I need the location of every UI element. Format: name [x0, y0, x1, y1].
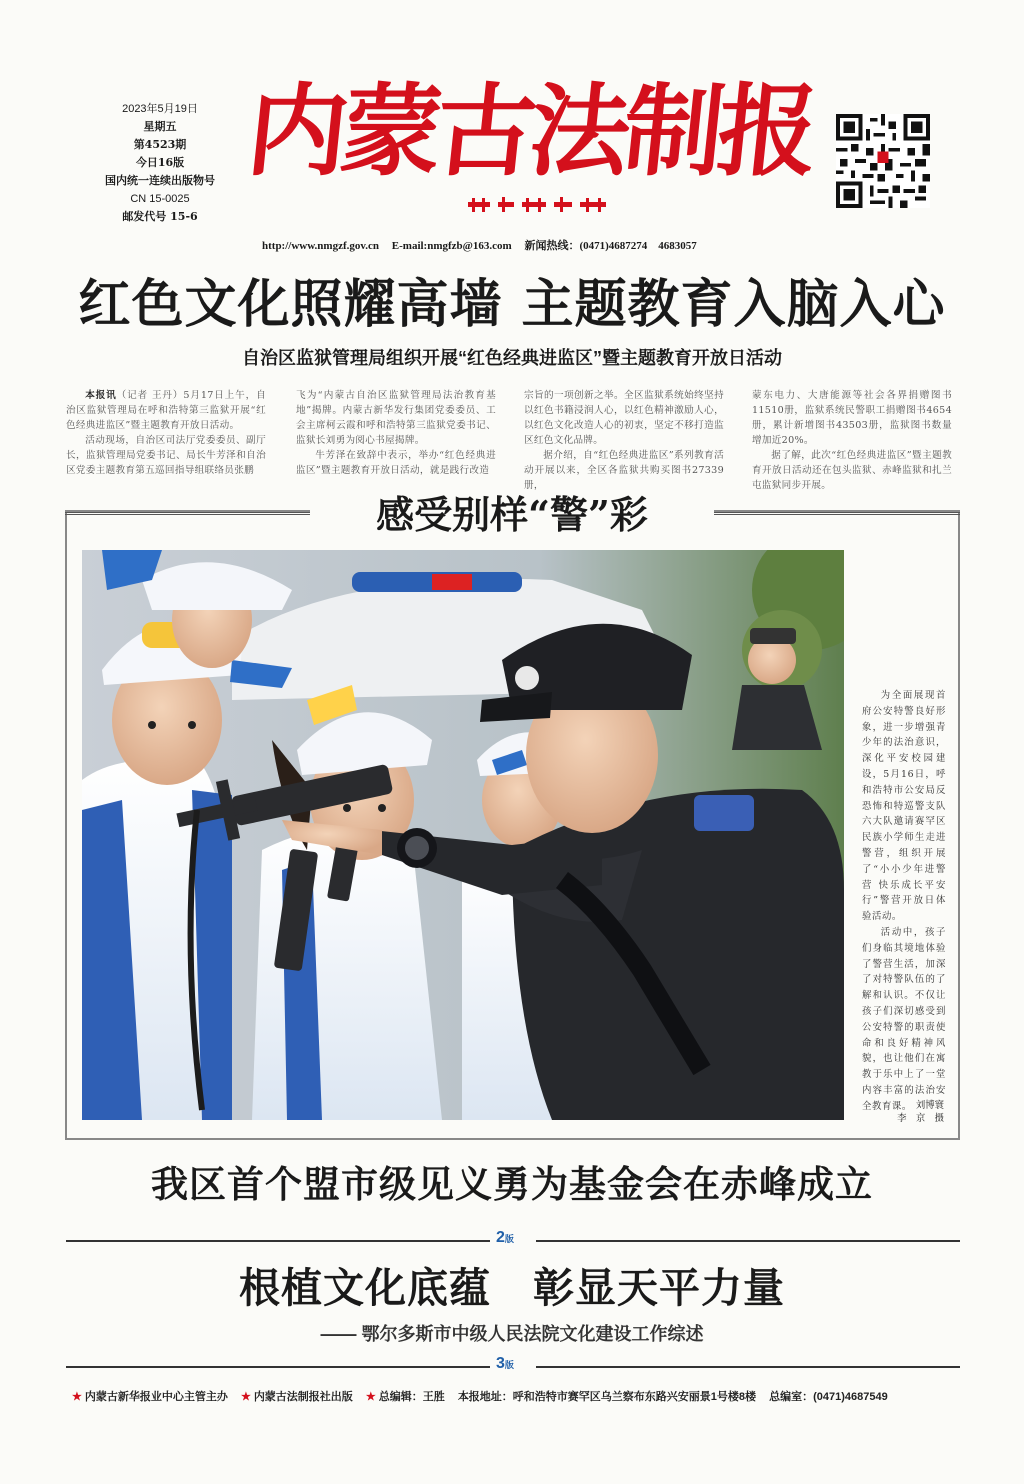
footer-phone: 总编室：(0471)4687549 — [769, 1391, 888, 1403]
footer-publisher: 内蒙古法制报社出版 — [253, 1391, 353, 1403]
mongolian-script-logo — [468, 196, 608, 214]
page-reference-2[interactable] — [496, 1229, 514, 1247]
page-unit: 版 — [504, 1234, 514, 1244]
contact-bar — [262, 237, 982, 255]
page-reference-3[interactable] — [496, 1355, 514, 1373]
issue-weekday: 星期五 — [143, 120, 177, 133]
star-icon: ★ — [240, 1391, 251, 1403]
article-paragraph: 据了解，此次“红色经典进监区”暨主题教育开放日活动还在包头监狱、赤峰监狱和扎兰屯监狱同步开展。 — [752, 450, 952, 491]
star-icon: ★ — [365, 1391, 376, 1403]
postal-code: 邮发代号 15-6 — [122, 210, 198, 223]
article-paragraph: 飞为“内蒙古自治区监狱管理局法治教育基地”揭牌。内蒙古新华发行集团党委委员、工会主席柯云霞和呼和浩特第三监狱党委书记、监狱长刘勇为阅心书屋揭牌。 — [296, 390, 496, 446]
separator-rule — [536, 1366, 960, 1368]
footer-sponsor: 内蒙古新华报业中心主管主办 — [84, 1391, 228, 1403]
footer-editor: 总编辑：王胜 — [378, 1391, 445, 1403]
page-number: 3 — [496, 1355, 505, 1372]
issue-number: 第4523期 — [133, 138, 187, 151]
page-count: 今日16版 — [135, 156, 185, 169]
news-hotline: 新闻热线：(0471)4687274 4683057 — [524, 240, 697, 252]
article-paragraph: 据介绍，自“红色经典进监区”系列教育活动开展以来，全区各监狱共购买图书27339册， — [524, 450, 724, 491]
website-link[interactable]: http://www.nmgzf.gov.cn — [262, 240, 380, 252]
article-paragraph: 蒙东电力、大唐能源等社会各界捐赠图书11510册，监狱系统民警职工捐赠图书4654册，累计新增图书43503册，监狱图书数量增加近20%。 — [752, 390, 952, 446]
teaser-subheadline-2: —— 鄂尔多斯市中级人民法院文化建设工作综述 — [320, 1324, 704, 1344]
article-column-2 — [296, 388, 496, 478]
main-photo-police-with-students — [82, 550, 844, 1120]
lead-headline: 红色文化照耀高墙 主题教育入脑入心 — [78, 274, 946, 335]
caption-paragraph: 为全面展现首府公安特警良好形象，进一步增强青少年的法治意识，深化平安校园建设，5月16日，呼和浩特市公安局反恐怖和特巡警支队六大队邀请赛罕区民族小学师生走进警营，组织开展了“小小少年进警营 快乐成长平安行”警营开放日体验活动。 — [862, 690, 946, 923]
separator-rule — [66, 1366, 490, 1368]
footer-bar — [72, 1388, 967, 1404]
article-paragraph: 牛芳泽在致辞中表示，举办“红色经典进监区”暨主题教育开放日活动，就是践行改造 — [296, 450, 496, 476]
star-icon: ★ — [72, 1391, 82, 1403]
lead-subheadline: 自治区监狱管理局组织开展“红色经典进监区”暨主题教育开放日活动 — [242, 348, 782, 368]
article-column-1 — [66, 388, 266, 478]
masthead-info-block — [80, 100, 240, 226]
title-rule-right — [714, 512, 960, 515]
newspaper-title-logo: 内蒙古法制报 — [241, 72, 819, 190]
article-column-4 — [752, 388, 952, 493]
photo-feature-title: 感受别样“警”彩 — [376, 492, 648, 537]
teaser-headline-2[interactable]: 根植文化底蕴 彰显天平力量 — [239, 1264, 785, 1312]
caption-paragraph: 活动中，孩子们身临其境地体验了警营生活，加深了对特警队伍的了解和认识。不仅让孩子们深切感受到公安特警的职责使命和良好精神风貌，也让他们在寓教于乐中上了一堂内容丰富的法治安全教育课。 — [862, 926, 946, 1112]
qr-code[interactable] — [836, 114, 930, 208]
email-link[interactable]: E-mail:nmgfzb@163.com — [391, 240, 512, 252]
photo-credit-photographer: 李 京 摄 — [897, 1113, 944, 1124]
photo-caption — [862, 688, 946, 1115]
cn-number: CN 15-0025 — [130, 193, 190, 205]
page-unit: 版 — [504, 1360, 514, 1370]
teaser-headline-1[interactable]: 我区首个盟市级见义勇为基金会在赤峰成立 — [151, 1162, 873, 1206]
article-paragraph: 宗旨的一项创新之举。全区监狱系统始终坚持以红色书籍浸润人心，以红色精神激励人心，以红色文化改造人心的初衷，坚定不移打造监区红色文化品牌。 — [524, 390, 724, 446]
separator-rule — [536, 1240, 960, 1242]
article-paragraph: （记者 王丹）5月17日上午，自治区监狱管理局在呼和浩特第三监狱开展“红色经典进监区”暨主题教育开放日活动。 — [66, 390, 266, 431]
page-number: 2 — [496, 1229, 505, 1246]
photo-credit-author: 刘博寰 — [915, 1100, 944, 1111]
article-paragraph: 活动现场，自治区司法厅党委委员、副厅长，监狱管理局党委书记、局长牛芳泽和自治区党委主题教育第五巡回指导组联络员张鹏 — [66, 435, 266, 476]
serial-label: 国内统一连续出版物号 — [105, 174, 215, 187]
separator-rule — [66, 1240, 490, 1242]
article-byline: 本报讯 — [85, 390, 117, 401]
issue-date: 2023年5月19日 — [122, 103, 198, 115]
article-column-3 — [524, 388, 724, 493]
footer-address: 本报地址：呼和浩特市赛罕区乌兰察布东路兴安丽景1号楼8楼 — [457, 1391, 757, 1403]
title-rule-left — [65, 512, 310, 515]
